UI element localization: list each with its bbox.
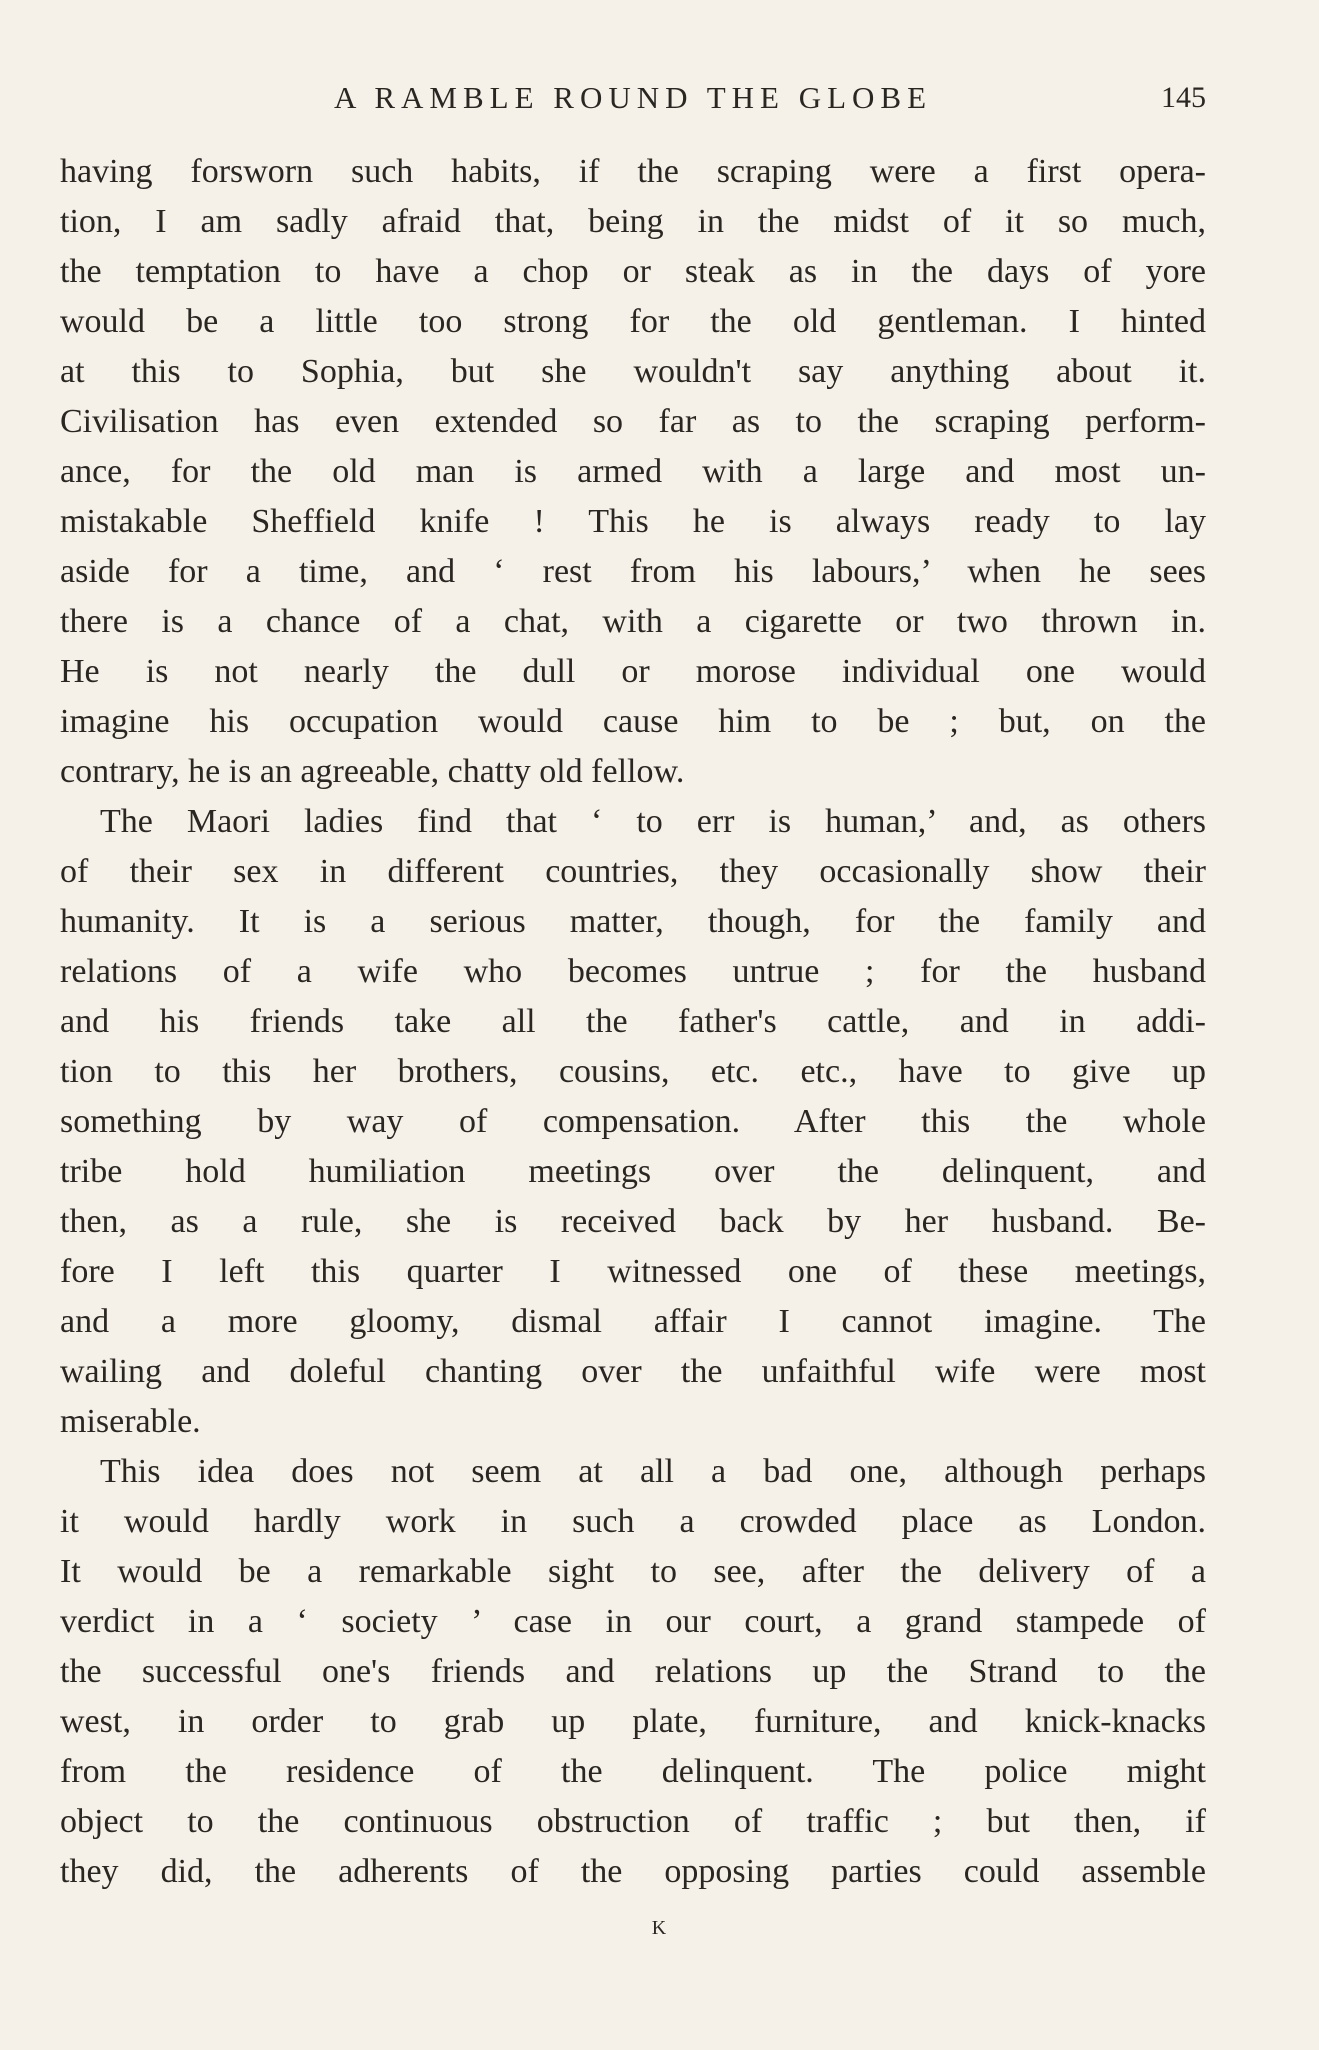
text-line: there is a chance of a chat, with a cigarette or two thrown in. bbox=[60, 603, 1206, 640]
text-line: of their sex in different countries, they occasionally show their bbox=[60, 853, 1206, 890]
text-line: they did, the adherents of the opposing parties could assemble bbox=[60, 1853, 1206, 1890]
text-line: ance, for the old man is armed with a large and most un- bbox=[60, 453, 1206, 490]
signature-mark: K bbox=[651, 1917, 668, 1939]
text-line: mistakable Sheffield knife ! This he is always ready to lay bbox=[60, 503, 1206, 540]
text-line: tion, I am sadly afraid that, being in the midst of it so much, bbox=[60, 203, 1206, 240]
running-title: A RAMBLE ROUND THE GLOBE bbox=[333, 80, 933, 115]
text-line: humanity. It is a serious matter, though, for the family and bbox=[60, 903, 1206, 940]
body-text bbox=[60, 147, 1206, 1897]
text-line: something by way of compensation. After this the whole bbox=[60, 1103, 1206, 1140]
text-line: from the residence of the delinquent. The police might bbox=[60, 1753, 1206, 1790]
text-line: and his friends take all the father's cattle, and in addi- bbox=[60, 1003, 1206, 1040]
running-head bbox=[60, 76, 1206, 120]
text-line: aside for a time, and ‘ rest from his labours,’ when he sees bbox=[60, 553, 1206, 590]
page-number: 145 bbox=[1161, 81, 1206, 114]
text-line: fore I left this quarter I witnessed one of these meetings, bbox=[60, 1253, 1206, 1290]
text-line: then, as a rule, she is received back by her husband. Be- bbox=[60, 1203, 1206, 1240]
paragraph-end-line: miserable. bbox=[60, 1403, 201, 1440]
text-line: would be a little too strong for the old gentleman. I hinted bbox=[60, 303, 1206, 340]
text-line: wailing and doleful chanting over the unfaithful wife were most bbox=[60, 1353, 1206, 1390]
text-line: at this to Sophia, but she wouldn't say anything about it. bbox=[60, 353, 1206, 390]
text-line: and a more gloomy, dismal affair I cannot imagine. The bbox=[60, 1303, 1206, 1340]
text-line: west, in order to grab up plate, furniture, and knick-knacks bbox=[60, 1703, 1206, 1740]
text-line: tribe hold humiliation meetings over the delinquent, and bbox=[60, 1153, 1206, 1190]
text-line: Civilisation has even extended so far as to the scraping perform- bbox=[60, 403, 1206, 440]
text-line: verdict in a ‘ society ’ case in our court, a grand stampede of bbox=[60, 1603, 1206, 1640]
paragraph-first-line: The Maori ladies find that ‘ to err is human,’ and, as others bbox=[100, 803, 1206, 840]
text-line: He is not nearly the dull or morose individual one would bbox=[60, 653, 1206, 690]
text-line: imagine his occupation would cause him to be ; but, on the bbox=[60, 703, 1206, 740]
text-line: the successful one's friends and relations up the Strand to the bbox=[60, 1653, 1206, 1690]
text-line: it would hardly work in such a crowded place as London. bbox=[60, 1503, 1206, 1540]
text-line: tion to this her brothers, cousins, etc. etc., have to give up bbox=[60, 1053, 1206, 1090]
paragraph-end-line: contrary, he is an agreeable, chatty old fellow. bbox=[60, 753, 685, 790]
text-line: the temptation to have a chop or steak as in the days of yore bbox=[60, 253, 1206, 290]
text-line: It would be a remarkable sight to see, after the delivery of a bbox=[60, 1553, 1206, 1590]
text-line: object to the continuous obstruction of traffic ; but then, if bbox=[60, 1803, 1206, 1840]
text-line: relations of a wife who becomes untrue ; for the husband bbox=[60, 953, 1206, 990]
paragraph-first-line: This idea does not seem at all a bad one, although perhaps bbox=[100, 1453, 1206, 1490]
text-line: having forsworn such habits, if the scraping were a first opera- bbox=[60, 153, 1206, 190]
